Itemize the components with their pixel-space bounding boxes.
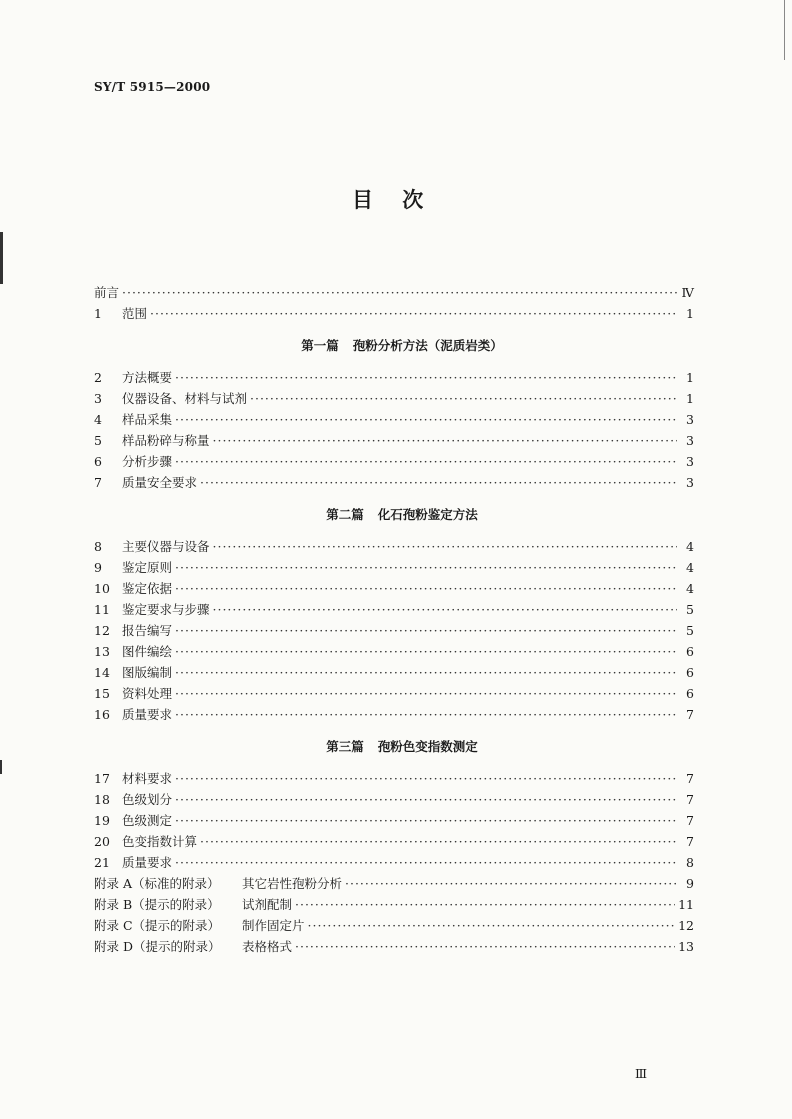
- table-of-contents: [94, 282, 694, 957]
- toc-entry-page: 8: [686, 855, 694, 870]
- dot-leader: [213, 536, 677, 557]
- toc-entry-number: 4: [94, 412, 102, 427]
- dot-leader: [175, 810, 677, 831]
- toc-entry[interactable]: [94, 683, 694, 704]
- toc-entry-label: 图件编绘: [122, 644, 173, 659]
- toc-entry-page: Ⅳ: [681, 285, 694, 300]
- toc-entry-number: 2: [94, 370, 102, 385]
- toc-entry-page: 7: [686, 707, 694, 722]
- toc-entry-page: 9: [686, 876, 694, 891]
- dot-leader: [122, 282, 677, 303]
- toc-entry-label: 质量安全要求: [122, 475, 198, 490]
- toc-entry[interactable]: [94, 810, 694, 831]
- toc-entry-page: 7: [686, 771, 694, 786]
- dot-leader: [345, 873, 677, 894]
- toc-entry-label: 范围: [122, 306, 148, 321]
- part-heading: [94, 493, 694, 536]
- toc-entry-label: 色变指数计算: [122, 834, 198, 849]
- toc-entry-number: 3: [94, 391, 102, 406]
- toc-entry-page: 13: [678, 939, 694, 954]
- dot-leader: [150, 303, 677, 324]
- part-heading: [94, 725, 694, 768]
- dot-leader: [200, 831, 677, 852]
- dot-leader: [175, 578, 677, 599]
- appendix-designation: 附录 B（提示的附录）: [94, 897, 220, 912]
- toc-appendix-entry[interactable]: [94, 915, 694, 936]
- toc-entry-number: 11: [94, 602, 110, 617]
- toc-entry-page: 12: [678, 918, 694, 933]
- toc-entry-label: 前言: [94, 285, 120, 300]
- toc-appendix-entry[interactable]: [94, 873, 694, 894]
- toc-entry-number: 8: [94, 539, 102, 554]
- toc-entry[interactable]: [94, 662, 694, 683]
- toc-entry-page: 11: [678, 897, 694, 912]
- toc-entry[interactable]: [94, 388, 694, 409]
- toc-entry-page: 3: [686, 475, 694, 490]
- toc-entry-label: 鉴定要求与步骤: [122, 602, 210, 617]
- part-title: 孢粉色变指数测定: [377, 739, 478, 754]
- toc-entry-number: 19: [94, 813, 110, 828]
- toc-entry-number: 18: [94, 792, 110, 807]
- toc-entry-page: 3: [686, 412, 694, 427]
- toc-entry-label: 图版编制: [122, 665, 173, 680]
- page-title: 目 次: [352, 187, 424, 212]
- dot-leader: [175, 683, 677, 704]
- toc-entry-number: 20: [94, 834, 110, 849]
- toc-entry[interactable]: [94, 451, 694, 472]
- toc-entry-page: 3: [686, 454, 694, 469]
- toc-entry[interactable]: [94, 367, 694, 388]
- toc-entry[interactable]: [94, 472, 694, 493]
- toc-entry-label: 资料处理: [122, 686, 173, 701]
- toc-entry-number: 15: [94, 686, 110, 701]
- dot-leader: [295, 894, 675, 915]
- toc-entry-number: 16: [94, 707, 110, 722]
- toc-entry-label: 质量要求: [122, 855, 173, 870]
- toc-entry-number: 10: [94, 581, 110, 596]
- toc-entry-page: 1: [686, 306, 694, 321]
- dot-leader: [175, 641, 677, 662]
- toc-entry-number: 7: [94, 475, 102, 490]
- dot-leader: [175, 662, 677, 683]
- toc-entry[interactable]: [94, 557, 694, 578]
- dot-leader: [295, 936, 675, 957]
- toc-entry-label: 报告编写: [122, 623, 173, 638]
- toc-entry[interactable]: [94, 409, 694, 430]
- dot-leader: [175, 768, 677, 789]
- toc-entry-page: 4: [686, 581, 694, 596]
- toc-entry-page: 1: [686, 391, 694, 406]
- toc-entry-page: 1: [686, 370, 694, 385]
- toc-entry-label: 色级测定: [122, 813, 173, 828]
- toc-entry-page: 7: [686, 813, 694, 828]
- dot-leader: [175, 557, 677, 578]
- toc-entry-number: 21: [94, 855, 110, 870]
- appendix-designation: 附录 A（标准的附录）: [94, 876, 220, 891]
- appendix-designation: 附录 D（提示的附录）: [94, 939, 221, 954]
- toc-entry-number: 6: [94, 454, 102, 469]
- appendix-designation: 附录 C（提示的附录）: [94, 918, 221, 933]
- part-number: 第二篇: [326, 507, 364, 522]
- dot-leader: [200, 472, 677, 493]
- toc-entry-label: 试剂配制: [242, 897, 293, 912]
- toc-entry-number: 12: [94, 623, 110, 638]
- toc-entry-label: 主要仪器与设备: [122, 539, 210, 554]
- toc-entry-number: 5: [94, 433, 102, 448]
- dot-leader: [250, 388, 677, 409]
- toc-entry[interactable]: [94, 789, 694, 810]
- part-title: 化石孢粉鉴定方法: [377, 507, 478, 522]
- dot-leader: [175, 451, 677, 472]
- toc-entry-label: 色级划分: [122, 792, 173, 807]
- toc-entry-page: 4: [686, 539, 694, 554]
- toc-entry-page: 6: [686, 644, 694, 659]
- toc-entry-label: 样品采集: [122, 412, 173, 427]
- toc-entry-page: 7: [686, 834, 694, 849]
- toc-entry[interactable]: [94, 768, 694, 789]
- toc-entry-label: 材料要求: [122, 771, 173, 786]
- toc-entry-page: 7: [686, 792, 694, 807]
- toc-entry-number: 14: [94, 665, 110, 680]
- part-number: 第一篇: [301, 338, 339, 353]
- toc-entry-number: 17: [94, 771, 110, 786]
- toc-entry-label: 样品粉碎与称量: [122, 433, 210, 448]
- dot-leader: [308, 915, 676, 936]
- toc-appendix-entry[interactable]: [94, 936, 694, 957]
- toc-entry[interactable]: [94, 831, 694, 852]
- toc-entry-page: 6: [686, 686, 694, 701]
- toc-entry-number: 13: [94, 644, 110, 659]
- toc-entry[interactable]: [94, 282, 694, 303]
- toc-entry-label: 鉴定原则: [122, 560, 173, 575]
- toc-entry-number: 9: [94, 560, 102, 575]
- toc-entry-label: 方法概要: [122, 370, 173, 385]
- toc-appendix-entry[interactable]: [94, 894, 694, 915]
- dot-leader: [175, 620, 677, 641]
- toc-entry-label: 质量要求: [122, 707, 173, 722]
- dot-leader: [175, 704, 677, 725]
- scan-edge-mark: [0, 232, 3, 284]
- toc-entry[interactable]: [94, 599, 694, 620]
- document-code: SY/T 5915—2000: [94, 80, 211, 94]
- toc-entry[interactable]: [94, 430, 694, 451]
- toc-entry-number: 1: [94, 306, 102, 321]
- toc-entry-label: 其它岩性孢粉分析: [242, 876, 343, 891]
- dot-leader: [175, 852, 677, 873]
- page-number: Ⅲ: [635, 1066, 648, 1081]
- dot-leader: [213, 430, 677, 451]
- toc-entry-label: 仪器设备、材料与试剂: [122, 391, 248, 406]
- dot-leader: [175, 789, 677, 810]
- toc-entry[interactable]: [94, 704, 694, 725]
- scan-edge-mark: [784, 0, 785, 60]
- part-heading: [94, 324, 694, 367]
- toc-entry[interactable]: [94, 852, 694, 873]
- dot-leader: [175, 367, 677, 388]
- toc-entry-page: 3: [686, 433, 694, 448]
- dot-leader: [175, 409, 677, 430]
- toc-entry-label: 分析步骤: [122, 454, 173, 469]
- toc-entry[interactable]: [94, 578, 694, 599]
- part-title: 孢粉分析方法（泥质岩类）: [352, 338, 503, 353]
- toc-entry-label: 鉴定依据: [122, 581, 173, 596]
- toc-entry[interactable]: [94, 620, 694, 641]
- toc-entry-page: 5: [686, 602, 694, 617]
- dot-leader: [213, 599, 677, 620]
- toc-entry-page: 5: [686, 623, 694, 638]
- part-number: 第三篇: [326, 739, 364, 754]
- toc-entry-label: 表格格式: [242, 939, 293, 954]
- scan-edge-mark: [0, 760, 2, 774]
- toc-entry[interactable]: [94, 536, 694, 557]
- toc-entry-page: 6: [686, 665, 694, 680]
- toc-entry-label: 制作固定片: [242, 918, 305, 933]
- toc-entry[interactable]: [94, 303, 694, 324]
- toc-entry[interactable]: [94, 641, 694, 662]
- toc-entry-page: 4: [686, 560, 694, 575]
